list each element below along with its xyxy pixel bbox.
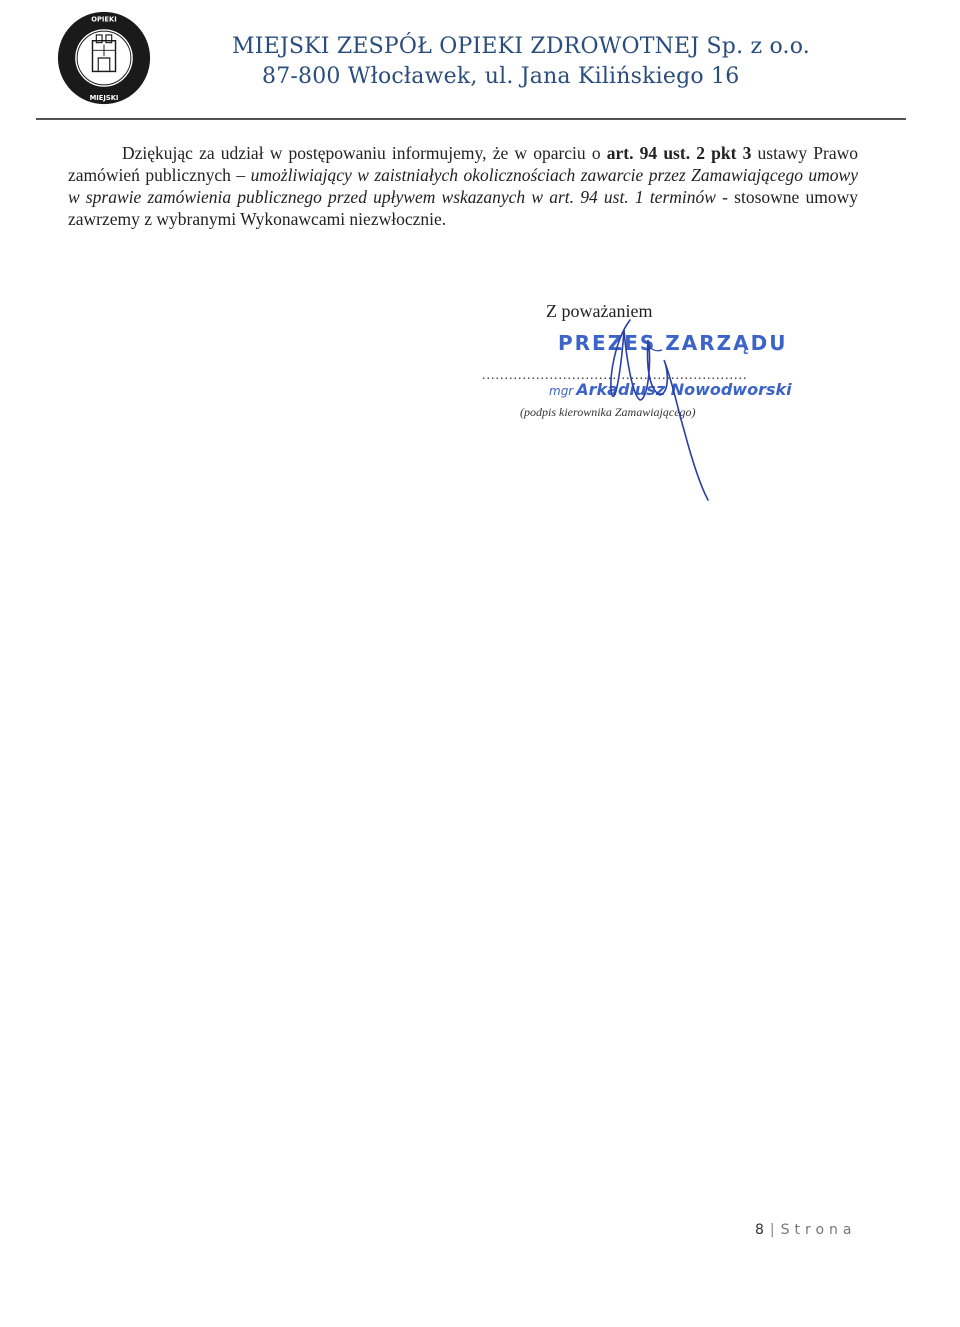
organization-name: MIEJSKI ZESPÓŁ OPIEKI ZDROWOTNEJ Sp. z o.o. <box>232 34 810 59</box>
legal-reference: art. 94 ust. 2 pkt 3 <box>606 143 752 163</box>
body-text-1: Dziękując za udział w postępowaniu informujemy, że w oparciu o <box>122 143 601 163</box>
page-footer <box>755 1222 856 1238</box>
page-number: 8 <box>755 1222 764 1238</box>
stamp-name <box>549 380 792 399</box>
organization-address: 87-800 Włocławek, ul. Jana Kilińskiego 16 <box>262 64 740 89</box>
signature-line: ........................................................... <box>482 368 748 383</box>
stamp-name-prefix: mgr <box>549 384 574 398</box>
letter-body <box>68 142 858 230</box>
organization-seal-icon <box>56 10 152 106</box>
body-text-3: - stosowne umowy zawrzemy z wybranymi Wykonawcami niezwłocznie. <box>68 187 858 229</box>
stamp-name-text: Arkadiusz Nowodworski <box>576 380 792 399</box>
body-text-2: ustawy Prawo zamówień publicznych – <box>68 143 859 185</box>
footer-page-word: Strona <box>780 1222 857 1238</box>
svg-text:MIEJSKI: MIEJSKI <box>89 94 119 103</box>
signature-caption: (podpis kierownika Zamawiającego) <box>520 405 696 419</box>
body-text-italic: umożliwiający w zaistniałych okolicznościach zawarcie przez Zamawiającego umowy w sprawie zamówienia publicznego przed upływem wskazanych w art. 94 ust. 1 terminów <box>68 165 858 207</box>
svg-text:OPIEKI: OPIEKI <box>91 15 117 24</box>
footer-separator: | <box>769 1222 775 1238</box>
closing-regards: Z poważaniem <box>546 301 653 321</box>
stamp-title: PREZES ZARZĄDU <box>558 331 788 355</box>
header-divider <box>36 118 906 120</box>
